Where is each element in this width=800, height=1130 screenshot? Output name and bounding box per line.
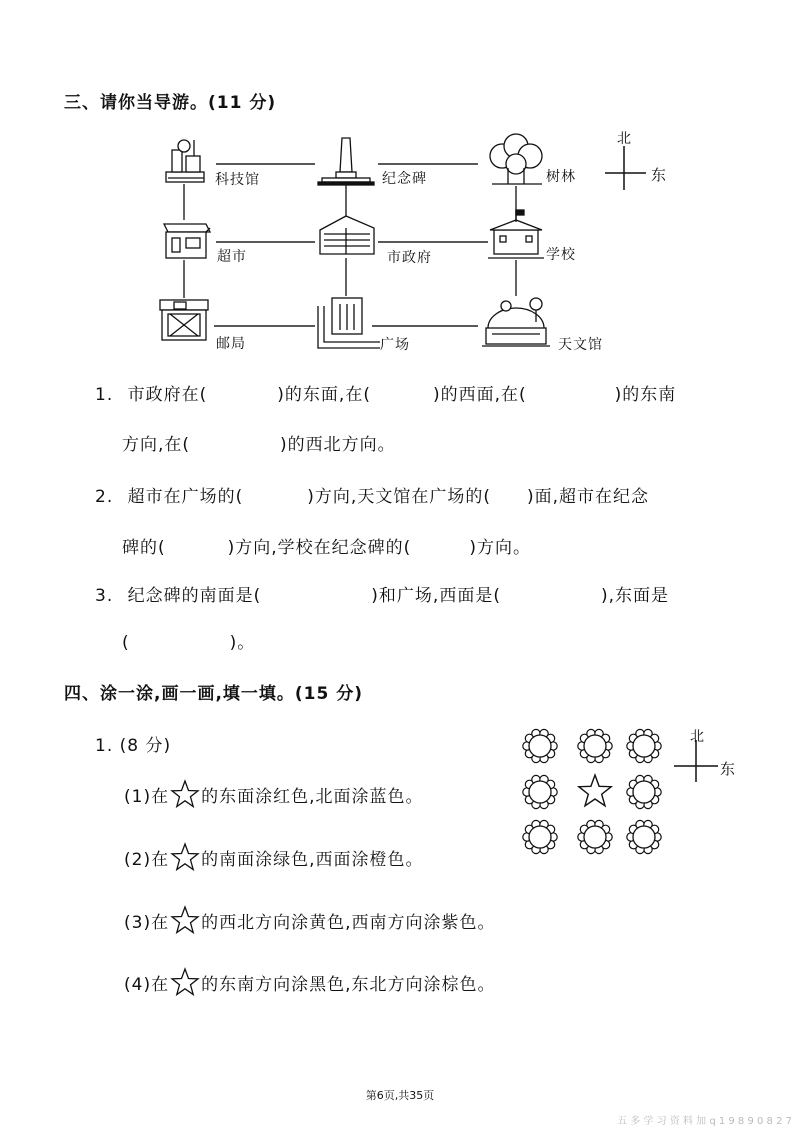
flower-icon[interactable] — [578, 820, 612, 853]
grid-compass-north: 北 — [690, 729, 705, 745]
map-compass-icon — [605, 146, 646, 190]
label-city-hall: 市政府 — [387, 250, 432, 266]
page-footer: 第6页,共35页 — [365, 1089, 435, 1102]
label-square: 广场 — [380, 337, 410, 353]
city-hall-icon — [320, 216, 374, 254]
label-planetarium: 天文馆 — [558, 337, 603, 353]
flower-icon[interactable] — [523, 775, 557, 808]
section4-title: 四、涂一涂,画一画,填一填。(15 分) — [64, 684, 364, 704]
science-museum-icon — [166, 140, 204, 182]
label-science-museum: 科技馆 — [215, 172, 260, 188]
grid-compass-east: 东 — [720, 760, 737, 778]
question-3-line-2: ( )。 — [122, 633, 256, 653]
label-supermarket: 超市 — [217, 249, 247, 265]
monument-icon — [318, 138, 374, 185]
star-icon — [171, 780, 199, 808]
question-2-line-2: 碑的( )方向,学校在纪念碑的( )方向。 — [122, 538, 531, 558]
flower-icon[interactable] — [627, 729, 661, 762]
label-monument: 纪念碑 — [382, 171, 427, 187]
label-school: 学校 — [546, 247, 576, 263]
map-compass-east: 东 — [651, 166, 668, 184]
square-icon — [318, 298, 380, 348]
label-forest: 树林 — [546, 169, 576, 185]
supermarket-icon — [164, 224, 210, 258]
coloring-instruction: (1)在 的东面涂红色,北面涂蓝色。 — [124, 780, 424, 808]
center-star-icon[interactable] — [579, 775, 611, 806]
star-icon — [171, 968, 199, 996]
flower-icon[interactable] — [627, 820, 661, 853]
post-office-icon — [160, 300, 208, 340]
coloring-instruction: (4)在 的东南方向涂黑色,东北方向涂棕色。 — [124, 968, 496, 996]
question-3-line-1: 3. 纪念碑的南面是( )和广场,西面是( ),东面是 — [95, 586, 669, 606]
label-post-office: 邮局 — [216, 336, 246, 352]
forest-icon — [490, 134, 542, 184]
flower-icon[interactable] — [578, 729, 612, 762]
coloring-instruction: (2)在 的南面涂绿色,西面涂橙色。 — [124, 843, 424, 871]
shape-grid-svg — [518, 722, 668, 862]
question-1-line-2: 方向,在( )的西北方向。 — [122, 435, 396, 455]
grid-compass — [668, 726, 748, 786]
star-icon — [171, 906, 199, 934]
watermark: 五 多 学 习 资 料 加 q 1 9 8 9 0 8 2 7 — [617, 1116, 792, 1127]
star-icon — [171, 843, 199, 871]
map-compass-north: 北 — [617, 131, 632, 147]
map-connections — [150, 128, 690, 360]
question-2-line-1: 2. 超市在广场的( )方向,天文馆在广场的( )面,超市在纪念 — [95, 487, 649, 507]
section3-title: 三、请你当导游。(11 分) — [64, 93, 277, 113]
flower-icon[interactable] — [523, 820, 557, 853]
shape-grid — [518, 722, 668, 862]
planetarium-icon — [482, 298, 550, 346]
school-icon — [488, 210, 544, 258]
coloring-instruction: (3)在 的西北方向涂黄色,西南方向涂紫色。 — [124, 906, 496, 934]
flower-icon[interactable] — [523, 729, 557, 762]
question-1-line-1: 1. 市政府在( )的东面,在( )的西面,在( )的东南 — [95, 385, 677, 405]
flower-icon[interactable] — [627, 775, 661, 808]
direction-map — [150, 128, 690, 360]
section4-question-1-header: 1. (8 分) — [95, 736, 172, 756]
